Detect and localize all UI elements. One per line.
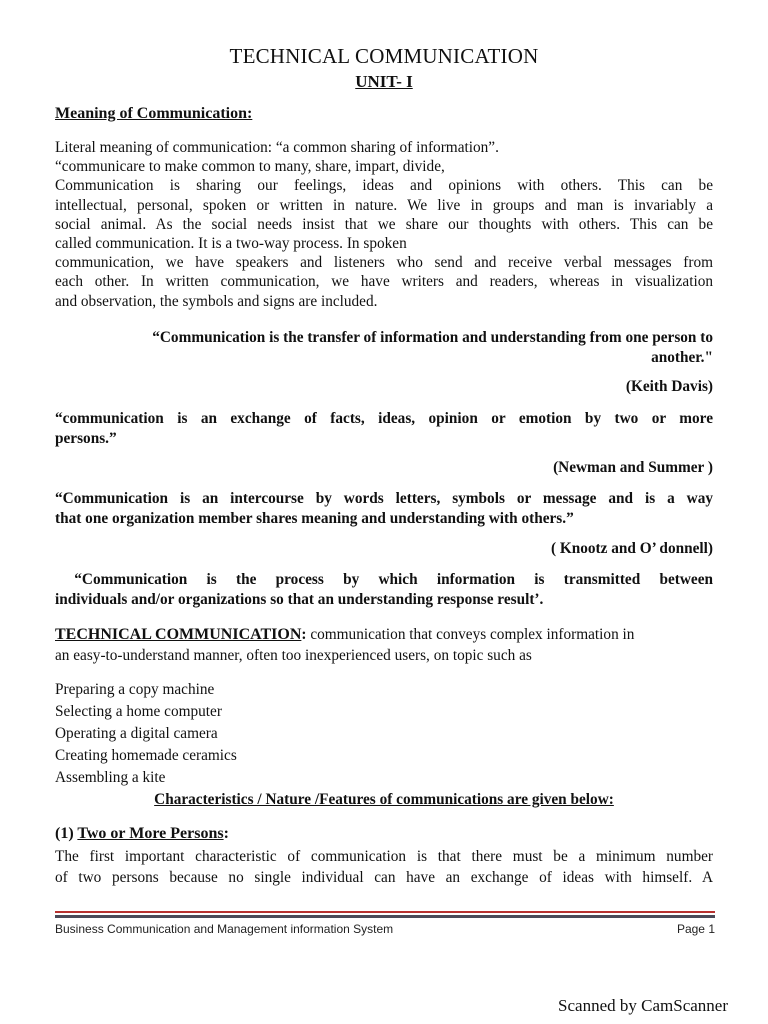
quote-newman-summer — [55, 409, 713, 449]
scanner-watermark: Scanned by CamScanner — [558, 996, 728, 1015]
paragraph-line: Communication is sharing our feelings, ideas and opinions with others. This can be — [55, 177, 713, 195]
point-colon: : — [223, 825, 229, 842]
footer-course-title: Business Communication and Management information System — [55, 922, 394, 936]
technical-colon: : — [301, 626, 307, 643]
quote-line: “Communication is an intercourse by words letters, symbols or message and is a way — [55, 490, 713, 507]
paragraph-line: of two persons because no single individual can have an exchange of ideas with himself. A — [55, 869, 713, 886]
quote-line: that one organization member shares meaning and understanding with others.” — [55, 510, 574, 527]
quote-line: another." — [651, 349, 713, 366]
list-item: Assembling a kite — [55, 769, 166, 786]
paragraph-line: “communicare to make common to many, share, impart, divide, — [55, 158, 445, 176]
paragraph-line: each other. In written communication, we have writers and readers, whereas in visualization — [55, 273, 713, 291]
quote-line: “Communication is the transfer of information and understanding from one person to — [152, 329, 713, 346]
technical-line — [55, 625, 713, 644]
point-number: (1) — [55, 825, 78, 842]
quote-process — [55, 570, 713, 610]
quote-line: persons.” — [55, 430, 117, 447]
unit-label: UNIT- I — [355, 72, 413, 91]
meaning-section — [55, 104, 713, 124]
paragraph-line: The first important characteristic of communication is that there must be a minimum number — [55, 848, 713, 865]
technical-line: an easy-to-understand manner, often too inexperienced users, on topic such as — [55, 647, 532, 665]
quote-knootz-odonnell — [55, 489, 713, 529]
meaning-paragraph — [55, 138, 713, 311]
quote-line: “Communication is the process by which information is transmitted between — [55, 571, 713, 588]
quote-line: “communication is an exchange of facts, ideas, opinion or emotion by two or more — [55, 410, 713, 427]
footer-rule-gray — [55, 915, 715, 918]
list-item: Preparing a copy machine — [55, 681, 215, 698]
paragraph-line: communication, we have speakers and listeners who send and receive verbal messages from — [55, 254, 713, 272]
footer-page-number: Page 1 — [676, 922, 715, 936]
paragraph-line: and observation, the symbols and signs are included. — [55, 292, 378, 310]
quote-keith-davis — [55, 328, 713, 368]
paragraph-line: Literal meaning of communication: “a common sharing of information”. — [55, 139, 499, 156]
technical-text: communication that conveys complex information in — [306, 626, 635, 643]
quote-author: (Newman and Summer ) — [553, 459, 713, 476]
list-item: Operating a digital camera — [55, 725, 218, 742]
footer-rule-red — [55, 911, 715, 913]
technical-term: TECHNICAL COMMUNICATION — [55, 626, 302, 643]
quote-author: ( Knootz and O’ donnell) — [550, 540, 713, 557]
list-item: Creating homemade ceramics — [55, 747, 237, 764]
unit-heading — [0, 72, 768, 92]
quote-author: (Keith Davis) — [625, 378, 713, 395]
page-title: TECHNICAL COMMUNICATION — [229, 44, 539, 68]
point-1-heading — [55, 824, 713, 844]
technical-definition — [55, 625, 713, 665]
characteristics-heading-text: Characteristics / Nature /Features of communications are given below: — [154, 791, 614, 808]
characteristics-heading — [0, 790, 768, 810]
paragraph-line: intellectual, personal, spoken or written in nature. We live in groups and man is invariably a — [55, 196, 713, 214]
paragraph-line: social animal. As the social needs insist that we share our thoughts with others. This can be — [55, 215, 713, 233]
point-title: Two or More Persons — [77, 825, 224, 842]
paragraph-line: called communication. It is a two-way process. In spoken — [55, 235, 407, 253]
list-item: Selecting a home computer — [55, 703, 222, 720]
point-1-paragraph — [55, 846, 713, 888]
examples-list — [55, 679, 713, 789]
meaning-heading: Meaning of Communication: — [55, 105, 253, 122]
quote-line: individuals and/or organizations so that an understanding response result’. — [55, 591, 544, 608]
